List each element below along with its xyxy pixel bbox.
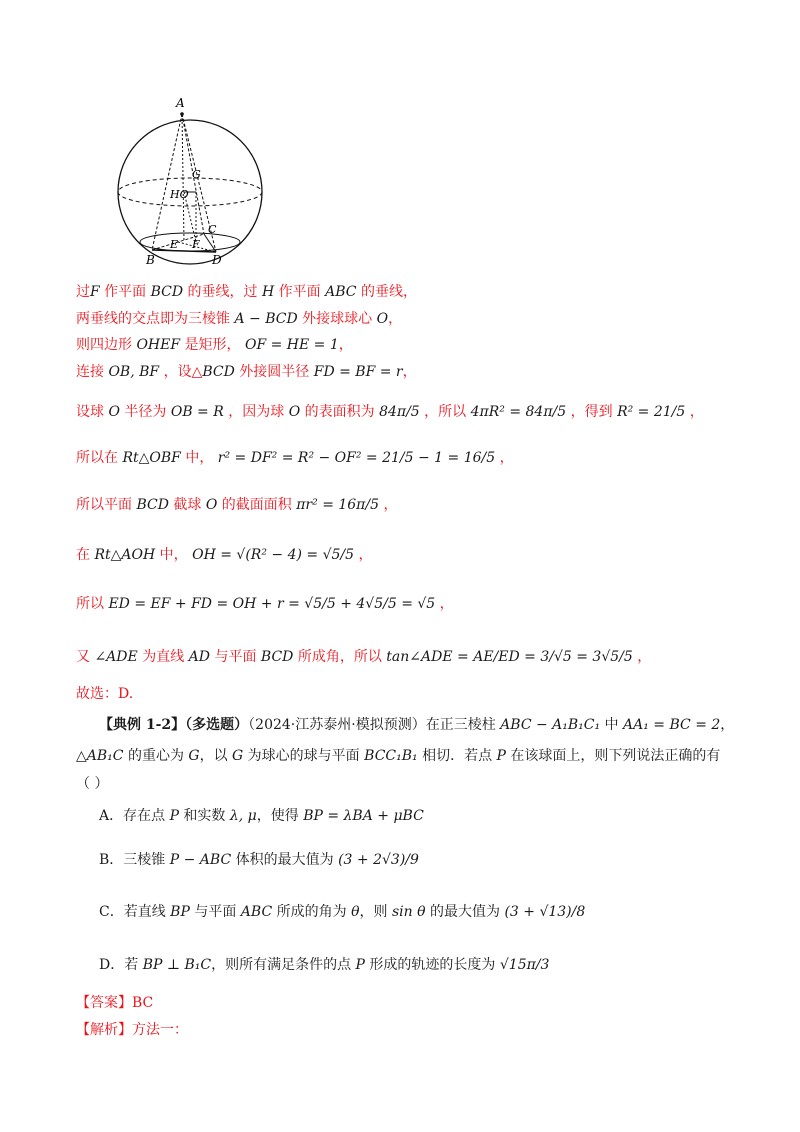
- option-c: C．若直线 BP 与平面 ABC 所成的角为 θ，则 sin θ 的最大值为 (3 + √13)/8: [99, 904, 586, 920]
- solution-line-10: 又 ∠ADE 为直线 AD 与平面 BCD 所成角，所以 tan∠ADE = AE/ED = 3/√5 = 3√5/5 ，: [76, 649, 652, 665]
- option-d: D．若 BP ⊥ B₁C，则所有满足条件的点 P 形成的轨迹的长度为 √15π/3: [99, 957, 550, 973]
- option-b: B．三棱锥 P − ABC 体积的最大值为 (3 + 2√3)/9: [99, 852, 419, 868]
- solution-line-9: 所以 ED = EF + FD = OH + r = √5/5 + 4√5/5 = √5 ，: [76, 596, 454, 612]
- answer-brackets: （ ）: [76, 776, 109, 792]
- answer-label: 【答案】: [76, 995, 132, 1011]
- solution-line-4: 连接 OB, BF ，设△BCD 外接圆半径 FD = BF = r，: [76, 364, 417, 380]
- problem-line-1: 【典例 1-2】（多选题）（2024·江苏泰州·模拟预测）在正三棱柱 ABC − A₁B₁C₁ 中 AA₁ = BC = 2，: [99, 717, 735, 733]
- label-d: D: [212, 253, 222, 267]
- problem-source: （2024·江苏泰州·模拟预测）在正三棱柱: [248, 717, 501, 733]
- answer-line: [76, 993, 153, 1013]
- solution-line-5: 设球 O 半径为 OB = R ，因为球 O 的表面积为 84π/5 ，所以 4πR² = 84π/5 ，得到 R² = 21/5 ，: [76, 404, 704, 420]
- problem-line-2: △AB₁C 的重心为 G，以 G 为球心的球与平面 BCC₁B₁ 相切．若点 P 在该球面上，则下列说法正确的有: [76, 748, 721, 764]
- label-g: G: [192, 168, 201, 181]
- label-ho: HO: [170, 188, 189, 201]
- analysis-label: 【解析】: [76, 1022, 132, 1038]
- solution-line-8: 在 Rt△AOH 中， OH = √(R² − 4) = √5/5 ，: [76, 547, 373, 563]
- label-a: A: [176, 96, 185, 110]
- example-tag: 【典例 1-2】: [99, 717, 186, 733]
- answer-value: BC: [132, 995, 154, 1011]
- label-b: B: [146, 253, 155, 267]
- solution-line-2: 两垂线的交点即为三棱锥 A − BCD 外接球球心 O，: [76, 311, 403, 327]
- solution-line-7: 所以平面 BCD 截球 O 的截面面积 πr² = 16π/5 ，: [76, 497, 398, 513]
- solution-line-1: 过F 作平面 BCD 的垂线，过 H 作平面 ABC 的垂线，: [76, 284, 417, 300]
- label-e: E: [170, 238, 179, 251]
- sphere-pyramid-figure: [100, 92, 280, 268]
- option-a: A．存在点 P 和实数 λ, μ，使得 BP = λBA + μBC: [99, 808, 424, 824]
- analysis-value: 方法一：: [132, 1022, 188, 1038]
- solution-line-6: 所以在 Rt△OBF 中， r² = DF² = R² − OF² = 21/5 − 1 = 16/5 ，: [76, 450, 514, 466]
- question-type: （多选题）: [185, 717, 249, 733]
- solution-conclusion: 故选：D.: [76, 686, 134, 702]
- label-c: C: [208, 223, 217, 236]
- analysis-line: [76, 1020, 188, 1040]
- solution-line-3: 则四边形 OHEF 是矩形， OF = HE = 1，: [76, 337, 353, 353]
- label-f: F: [192, 238, 200, 251]
